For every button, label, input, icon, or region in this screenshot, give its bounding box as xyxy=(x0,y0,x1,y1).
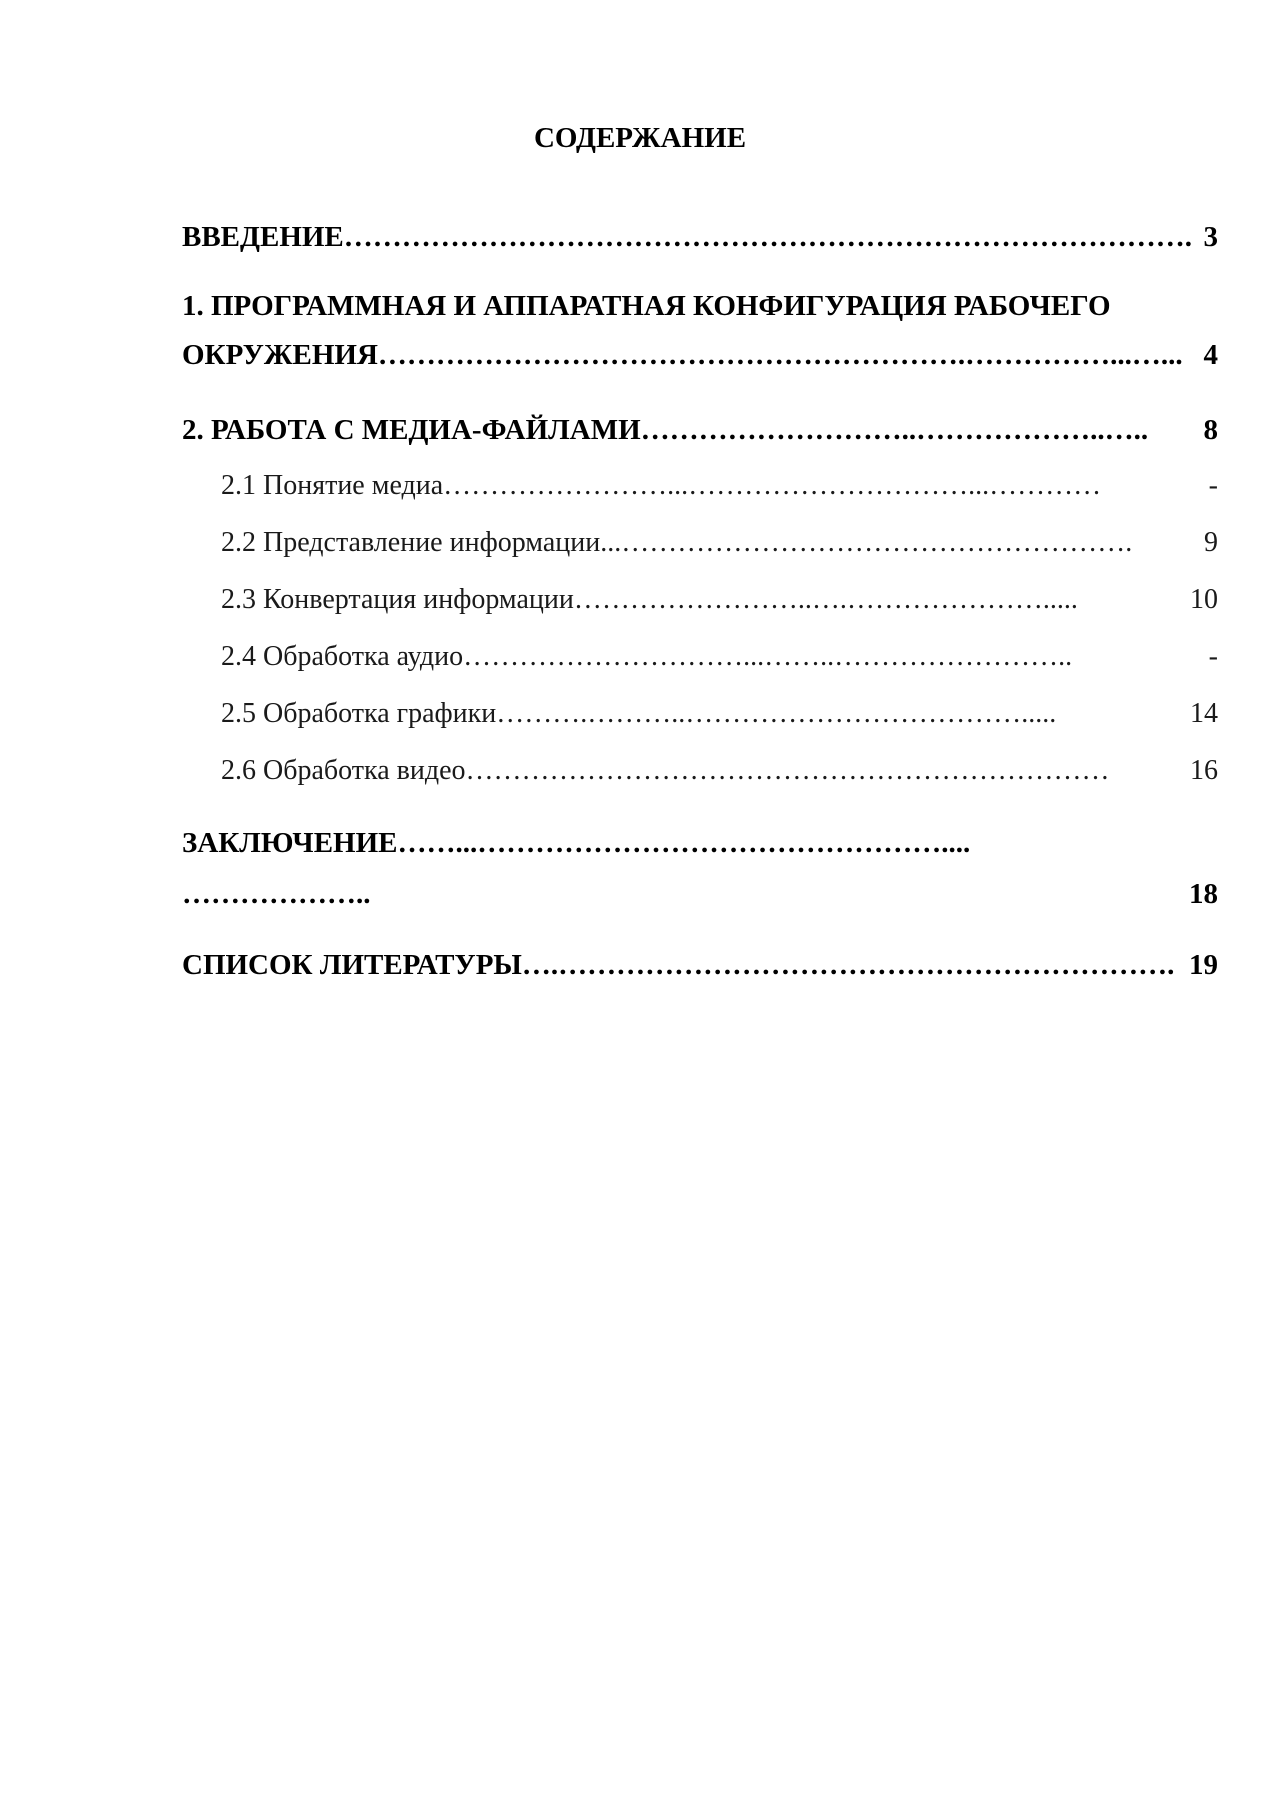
toc-entry-label: ОКРУЖЕНИЯ…………………………………………………….……………...…... xyxy=(182,339,1183,371)
toc-entry-label: СПИСОК ЛИТЕРАТУРЫ….………………………………………………………. xyxy=(182,949,1175,981)
toc-entry-page: - xyxy=(1208,641,1218,672)
toc-entry-label: ВВЕДЕНИЕ……………………………………………………………………………. xyxy=(182,221,1193,253)
toc-entry-page: 9 xyxy=(1204,527,1218,558)
toc-entry-label: 2.4 Обработка аудио…………………………...……..…………………….. xyxy=(221,641,1073,672)
toc-entry-chapter-1-cont[interactable] xyxy=(182,333,1218,377)
toc-title: СОДЕРЖАНИЕ xyxy=(533,122,747,154)
toc-entry-page: 19 xyxy=(1189,949,1218,981)
toc-entry-page: 10 xyxy=(1190,584,1218,615)
toc-entry-label: 2.2 Представление информации...………………………………………………. xyxy=(221,527,1133,558)
toc-entry-chapter-2[interactable] xyxy=(182,408,1218,452)
toc-entry-section-2-3[interactable] xyxy=(221,578,1218,622)
toc-entry-page: - xyxy=(1208,470,1218,501)
toc-entry-conclusion-cont[interactable] xyxy=(182,872,1218,916)
toc-entry-section-2-6[interactable] xyxy=(221,749,1218,793)
toc-entry-references[interactable] xyxy=(182,943,1218,987)
toc-entry-label: ЗАКЛЮЧЕНИЕ……...………………………………………….... xyxy=(182,827,971,859)
toc-entry-label: 2.6 Обработка видео…………………………………………………………… xyxy=(221,755,1110,786)
toc-entry-page: 14 xyxy=(1190,698,1218,729)
toc-entry-chapter-1[interactable] xyxy=(182,284,1218,328)
toc-entry-label: 2.3 Конвертация информации……………………..….…………………..... xyxy=(221,584,1078,615)
toc-entry-section-2-4[interactable] xyxy=(221,635,1218,679)
toc-entry-page: 3 xyxy=(1203,221,1218,253)
toc-entry-label: ……………….. xyxy=(182,878,371,910)
toc-entry-page: 4 xyxy=(1203,339,1218,371)
toc-entry-section-2-2[interactable] xyxy=(221,521,1218,565)
toc-entry-conclusion[interactable] xyxy=(182,821,1218,865)
toc-entry-section-2-1[interactable] xyxy=(221,464,1218,508)
toc-entry-label: 2.5 Обработка графики……….………..………………………………..... xyxy=(221,698,1057,729)
toc-entry-label: 2.1 Понятие медиа……………………...…………………………...………… xyxy=(221,470,1102,501)
toc-entry-label: 2. РАБОТА С МЕДИА-ФАЙЛАМИ………………………..………………..….. xyxy=(182,414,1149,446)
toc-entry-intro[interactable] xyxy=(182,215,1218,259)
toc-entry-page: 8 xyxy=(1203,414,1218,446)
toc-entry-page: 18 xyxy=(1189,878,1218,910)
toc-entry-label: 1. ПРОГРАММНАЯ И АППАРАТНАЯ КОНФИГУРАЦИЯ РАБОЧЕГО xyxy=(182,290,1111,322)
toc-entry-page: 16 xyxy=(1190,755,1218,786)
toc-entry-section-2-5[interactable] xyxy=(221,692,1218,736)
